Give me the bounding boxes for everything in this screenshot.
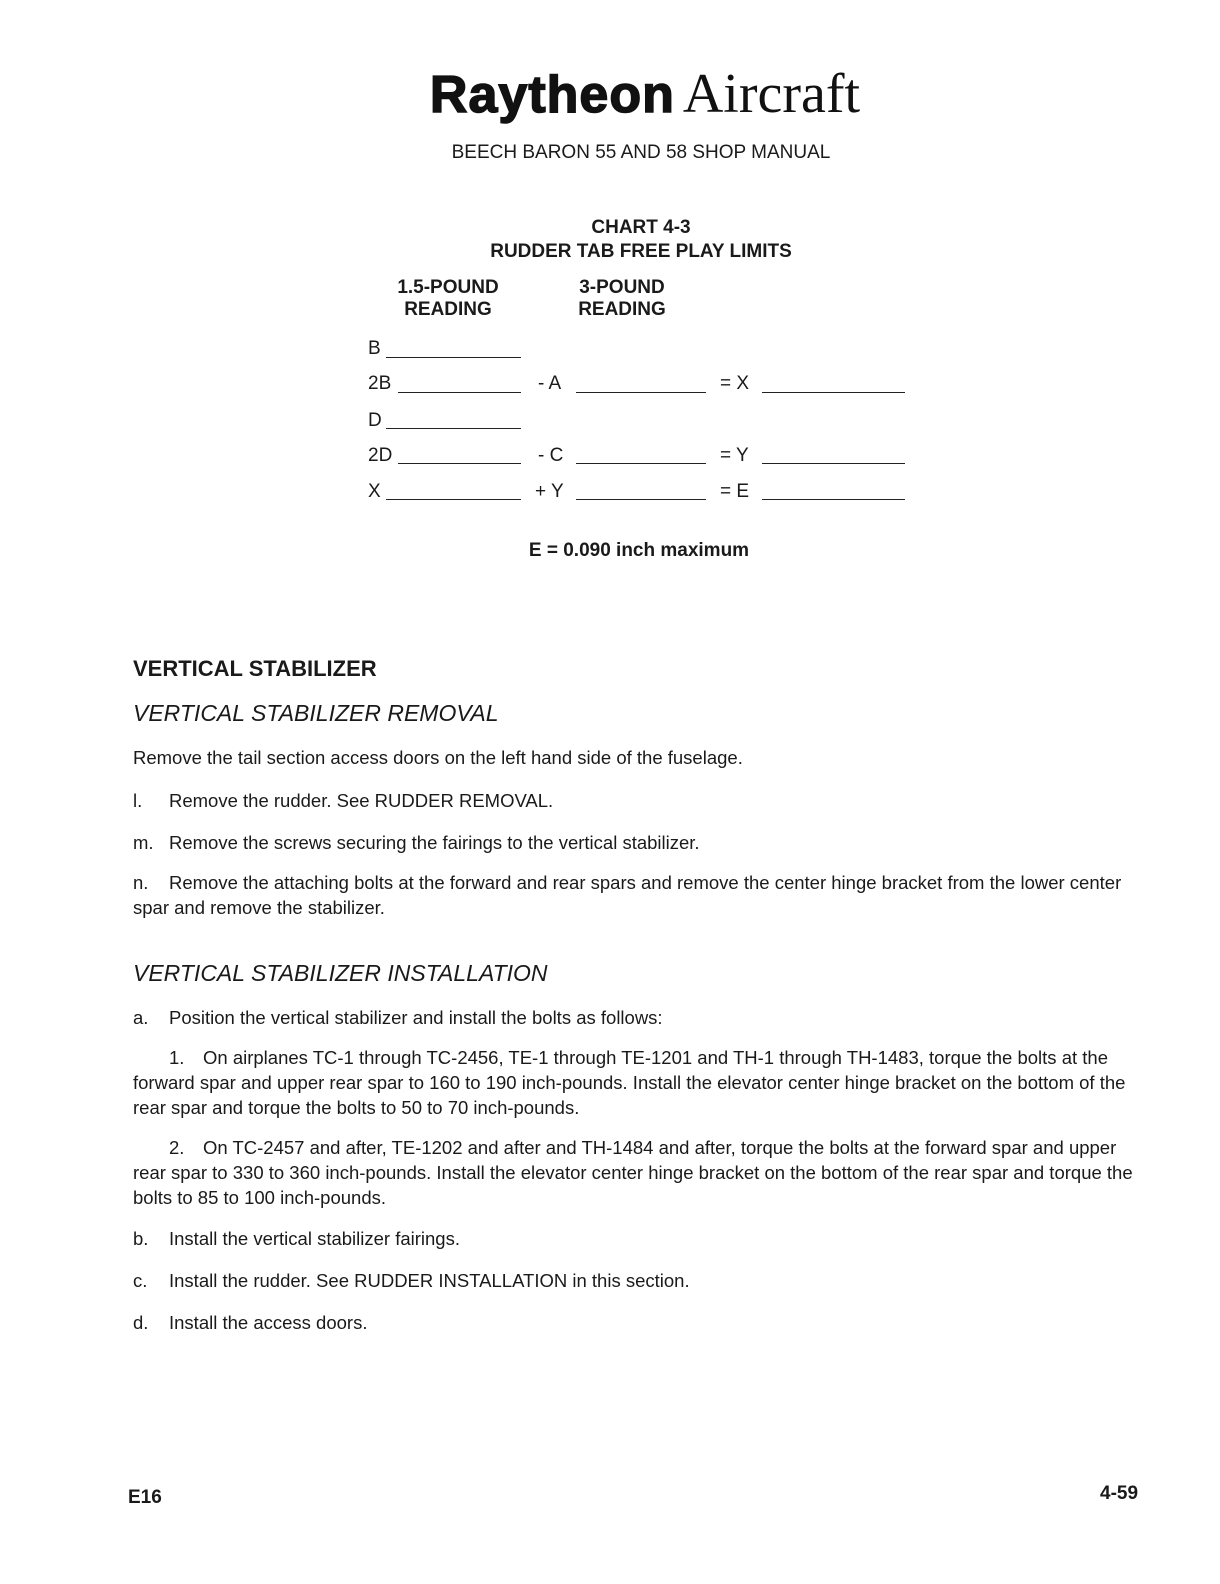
- chart-formula: E = 0.090 inch maximum: [528, 540, 750, 561]
- list-item-text: Remove the rudder. See RUDDER REMOVAL.: [169, 790, 554, 811]
- blank-line: [762, 499, 905, 500]
- list-item-text: Install the vertical stabilizer fairings.: [169, 1228, 460, 1249]
- row-label: D: [368, 410, 382, 431]
- blank-line: [762, 463, 905, 464]
- brand-logo: [0, 62, 1220, 126]
- substep-marker: 2.: [169, 1137, 185, 1158]
- list-item-text: Install the rudder. See RUDDER INSTALLATION in this section.: [169, 1270, 690, 1291]
- blank-line: [762, 392, 905, 393]
- blank-line: [386, 499, 521, 500]
- row-operator-2: = X: [720, 373, 750, 394]
- col-header-1-line2: READING: [404, 299, 492, 320]
- list-marker: a.: [133, 1007, 149, 1028]
- substep-text: On TC-2457 and after, TE-1202 and after and TH-1484 and after, torque the bolts at the forward spar and upper rear spar to 330 to 360 inch-pounds. Install the elevator center hinge bracket on the bottom of the rear spar and torque the bolts to 85 to 100 inch-pounds.: [133, 1137, 1133, 1208]
- list-marker: b.: [133, 1228, 149, 1249]
- row-label: B: [368, 338, 381, 359]
- row-operator-1: + Y: [535, 481, 564, 502]
- substep: [133, 1135, 1143, 1210]
- page-number: 4-59: [1100, 1483, 1139, 1504]
- blank-line: [398, 463, 521, 464]
- col-header-2-line1: 3-POUND: [579, 277, 665, 298]
- list-item-text: Remove the attaching bolts at the forward and rear spars and remove the center hinge bracket from the lower center spar and remove the stabilizer.: [133, 872, 1122, 918]
- row-operator-1: - C: [538, 445, 564, 466]
- col-header-2-line2: READING: [578, 299, 666, 320]
- list-marker: l.: [133, 790, 143, 811]
- col-header-1-5-pound: [378, 277, 518, 321]
- removal-intro: Remove the tail section access doors on the left hand side of the fuselage.: [133, 747, 743, 768]
- list-item: [133, 870, 1143, 920]
- installation-heading: VERTICAL STABILIZER INSTALLATION: [133, 960, 548, 986]
- brand-name-bold: Raytheon: [429, 66, 675, 124]
- blank-line: [576, 499, 706, 500]
- list-marker: n.: [133, 872, 149, 893]
- row-label: X: [368, 481, 381, 502]
- footer-left: E16: [128, 1487, 162, 1508]
- list-marker: d.: [133, 1312, 149, 1333]
- list-item-text: Install the access doors.: [169, 1312, 368, 1333]
- manual-subtitle: BEECH BARON 55 AND 58 SHOP MANUAL: [451, 142, 831, 163]
- row-label: 2D: [368, 445, 393, 466]
- chart-title: RUDDER TAB FREE PLAY LIMITS: [490, 241, 792, 262]
- blank-line: [576, 392, 706, 393]
- blank-line: [386, 357, 521, 358]
- blank-line: [398, 392, 521, 393]
- section-title: VERTICAL STABILIZER: [133, 656, 377, 681]
- substep-marker: 1.: [169, 1047, 185, 1068]
- col-header-1-line1: 1.5-POUND: [397, 277, 499, 298]
- substep-text: On airplanes TC-1 through TC-2456, TE-1 through TE-1201 and TH-1 through TH-1483, torque the bolts at the forward spar and upper rear spar to 160 to 190 inch-pounds. Install the elevator center hinge bracket on the bottom of the rear spar and torque the bolts to 50 to 70 inch-pounds.: [133, 1047, 1126, 1118]
- list-marker: c.: [133, 1270, 148, 1291]
- list-marker: m.: [133, 832, 154, 853]
- row-operator-2: = Y: [720, 445, 749, 466]
- col-header-3-pound: [552, 277, 692, 321]
- removal-heading: VERTICAL STABILIZER REMOVAL: [133, 700, 499, 726]
- chart-number: CHART 4-3: [591, 217, 691, 238]
- row-operator-1: - A: [538, 373, 562, 394]
- list-item-text: Remove the screws securing the fairings to the vertical stabilizer.: [169, 832, 700, 853]
- substep: [133, 1045, 1143, 1120]
- row-label: 2B: [368, 373, 392, 394]
- blank-line: [576, 463, 706, 464]
- blank-line: [386, 428, 521, 429]
- list-item-text: Position the vertical stabilizer and install the bolts as follows:: [169, 1007, 663, 1028]
- row-operator-2: = E: [720, 481, 750, 502]
- brand-name-serif: Aircraft: [682, 63, 861, 125]
